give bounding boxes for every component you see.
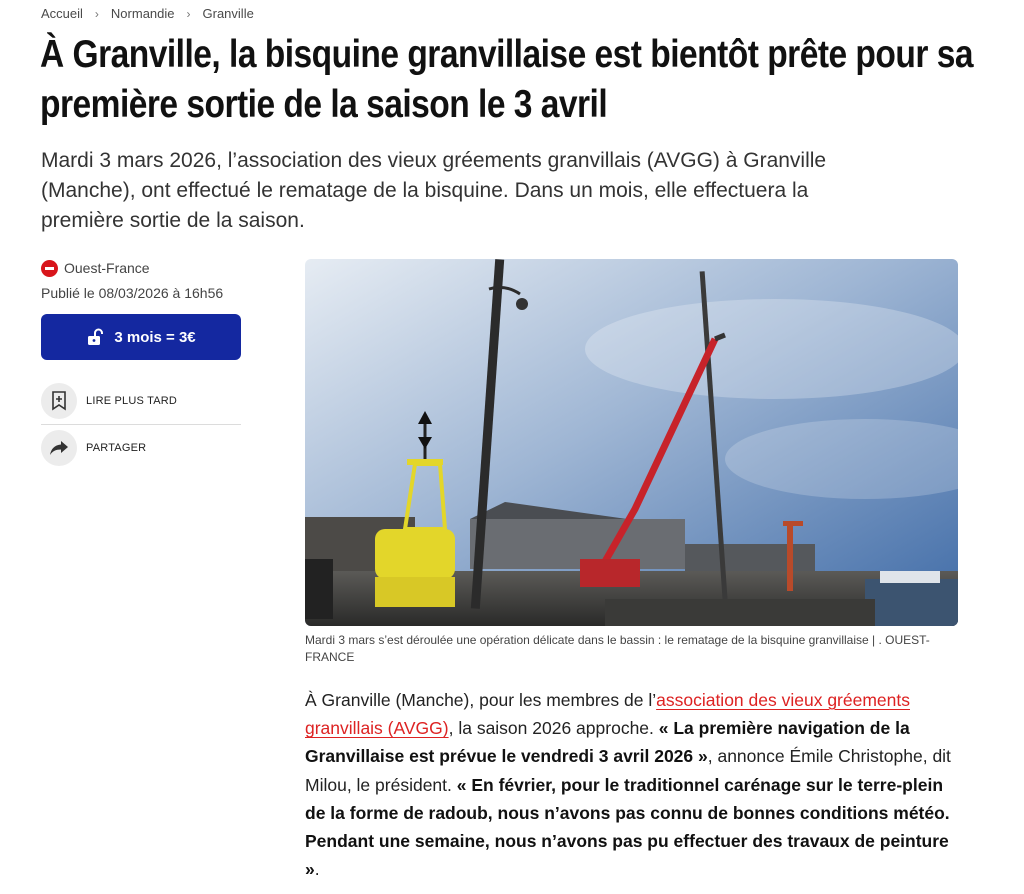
bookmark-add-icon	[41, 383, 77, 419]
ouest-france-logo-icon	[41, 260, 58, 277]
article-title: À Granville, la bisquine granvillaise est bientôt prête pour sa première sortie de la saison le 3 avril	[40, 33, 973, 126]
breadcrumb-home[interactable]: Accueil	[41, 6, 83, 21]
photo-caption: Mardi 3 mars s’est déroulée une opération délicate dans le bassin : le rematage de la bisquine granvillaise | . OUEST-FRANCE	[305, 633, 930, 664]
read-later-button[interactable]	[41, 378, 241, 424]
body-text-4: .	[314, 859, 320, 880]
article-actions	[41, 378, 241, 471]
subscribe-button[interactable]	[41, 314, 241, 360]
body-text-3: , annonce Émile Christophe, dit Milou, le président.	[305, 746, 951, 795]
subscribe-label: 3 mois = 3€	[114, 328, 196, 346]
chevron-right-icon: ›	[94, 6, 99, 21]
article-photo[interactable]	[305, 259, 958, 626]
avgg-link[interactable]: association des vieux gréements granvillais (AVGG)	[305, 690, 910, 739]
read-later-label: LIRE PLUS TARD	[86, 395, 178, 407]
chevron-right-icon: ›	[186, 6, 191, 21]
publish-date: Publié le 08/03/2026 à 16h56	[41, 285, 224, 301]
source-name[interactable]: Ouest-France	[64, 260, 150, 276]
body-text-2: , la saison 2026 approche.	[448, 718, 659, 739]
share-button[interactable]	[41, 425, 241, 471]
source-row	[41, 256, 241, 280]
share-label: PARTAGER	[86, 442, 147, 454]
share-arrow-icon	[41, 430, 77, 466]
quote-1: « La première navigation de la Granvillaise est prévue le vendredi 3 avril 2026 »	[305, 718, 910, 767]
article-lead: Mardi 3 mars 2026, l’association des vieux gréements granvillais (AVGG) à Granville (Manche), ont effectué le rematage de la bisquine. Dans un mois, elle effectuera la première sortie de la saison.	[41, 149, 827, 232]
article-body	[305, 686, 955, 883]
quote-2: « En février, pour le traditionnel carénage sur le terre-plein de la forme de radoub, nous n’avons pas connu de bonnes conditions météo. Pendant une semaine, nous n’avons pas pu effectuer des travaux de peinture »	[305, 774, 950, 880]
breadcrumb-granville[interactable]: Granville	[202, 6, 254, 21]
breadcrumb-normandie[interactable]: Normandie	[110, 6, 175, 21]
unlock-icon	[86, 328, 104, 346]
body-text-1: À Granville (Manche), pour les membres de l’	[305, 690, 657, 710]
breadcrumb	[41, 6, 254, 21]
article-sidebar	[41, 256, 241, 471]
